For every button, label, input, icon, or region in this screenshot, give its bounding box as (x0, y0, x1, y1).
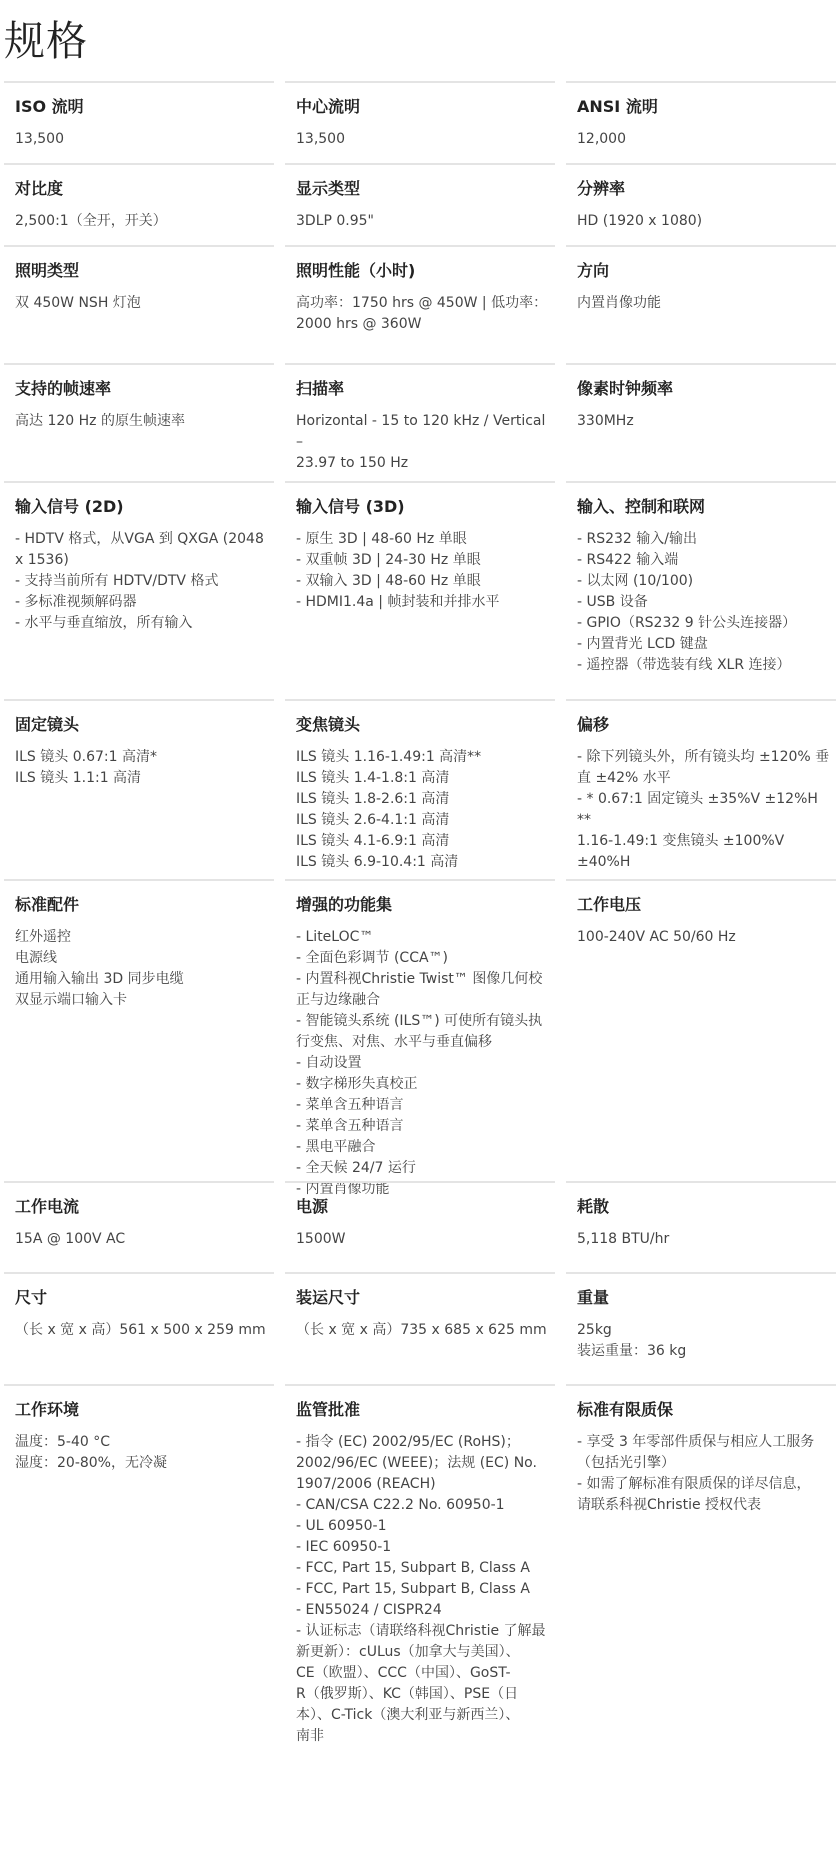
spec-label: 分辨率 (577, 179, 626, 198)
spec-label: 标准有限质保 (577, 1400, 674, 1419)
spec-orientation (566, 245, 836, 363)
spec-row (4, 363, 840, 481)
spec-value: 内置肖像功能 (577, 295, 661, 311)
spec-fixed-lens (4, 699, 274, 879)
spec-value: 5,118 BTU/hr (577, 1231, 670, 1247)
spec-warranty (566, 1384, 836, 1734)
page-title: 规格 (4, 17, 88, 65)
spec-illumination-type (4, 245, 274, 363)
spec-value: 100-240V AC 50/60 Hz (577, 929, 736, 945)
spec-environment (4, 1384, 274, 1734)
spec-weight (566, 1272, 836, 1384)
spec-label: 增强的功能集 (296, 895, 393, 914)
spec-label: 照明类型 (15, 261, 80, 280)
spec-label: 工作电压 (577, 895, 642, 914)
spec-row (4, 1181, 840, 1272)
spec-label: 重量 (577, 1288, 610, 1307)
spec-value: 3DLP 0.95" (296, 213, 374, 229)
spec-label: 固定镜头 (15, 715, 80, 734)
spec-label: 对比度 (15, 179, 64, 198)
spec-value: 1500W (296, 1231, 346, 1247)
spec-value: 13,500 (296, 131, 345, 147)
spec-row (4, 163, 840, 245)
spec-value: - LiteLOC™ - 全面色彩调节 (CCA™) - 内置科视Christie Twist™ 图像几何校 正与边缘融合 - 智能镜头系统 (ILS™) 可使所有镜头执 行变焦、对焦、水平与垂直偏移 - 自动设置 - 数字梯形失真校正 - 菜单含五种语言 - 菜单含五种语言 - 黑电平融合 - 全天候 24/7 运行 - 内置肖像功能 (296, 929, 543, 1197)
spec-value: Horizontal - 15 to 120 kHz / Vertical – 23.97 to 150 Hz (296, 413, 546, 471)
spec-value: - 除下列镜头外，所有镜头均 ±120% 垂 直 ±42% 水平 - * 0.67:1 固定镜头 ±35%V ±12%H ** 1.16-1.49:1 变焦镜头 ±100%V ±40%H (577, 749, 830, 870)
spec-row (4, 699, 840, 879)
spec-value: - RS232 输入/输出 - RS422 输入端 - 以太网 (10/100) - USB 设备 - GPIO（RS232 9 针公头连接器） - 内置背光 LCD 键盘 - 遥控器（带选装有线 XLR 连接） (577, 531, 797, 673)
spec-label: 尺寸 (15, 1288, 48, 1307)
spec-pixel-clock (566, 363, 836, 481)
spec-label: 标准配件 (15, 895, 80, 914)
spec-value: 红外遥控 电源线 通用输入输出 3D 同步电缆 双显示端口输入卡 (15, 929, 184, 1008)
spec-resolution (566, 163, 836, 245)
spec-value: （长 x 宽 x 高）735 x 685 x 625 mm (296, 1322, 547, 1338)
spec-value: - HDTV 格式，从VGA 到 QXGA (2048 x 1536) - 支持当前所有 HDTV/DTV 格式 - 多标准视频解码器 - 水平与垂直缩放，所有输入 (15, 531, 264, 631)
spec-row (4, 245, 840, 363)
spec-value: 13,500 (15, 131, 64, 147)
spec-value: 25kg 装运重量：36 kg (577, 1322, 687, 1359)
spec-current (4, 1181, 274, 1272)
spec-row (4, 81, 840, 163)
spec-row (4, 1272, 840, 1384)
spec-center-lumens (285, 81, 555, 163)
spec-lamp-life (285, 245, 555, 363)
spec-label: 输入信号 (2D) (15, 497, 124, 516)
spec-label: 中心流明 (296, 97, 361, 116)
spec-input-3d (285, 481, 555, 699)
spec-row (4, 879, 840, 1197)
spec-offset (566, 699, 836, 879)
spec-contrast (4, 163, 274, 245)
spec-dimensions (4, 1272, 274, 1384)
spec-value: 15A @ 100V AC (15, 1231, 126, 1247)
spec-label: 装运尺寸 (296, 1288, 361, 1307)
spec-label: 工作环境 (15, 1400, 80, 1419)
spec-value: HD (1920 x 1080) (577, 213, 703, 229)
spec-dissipation (566, 1181, 836, 1272)
spec-value: ILS 镜头 1.16-1.49:1 高清** ILS 镜头 1.4-1.8:1 高清 ILS 镜头 1.8-2.6:1 高清 ILS 镜头 2.6-4.1:1 高清 ILS 镜头 4.1-6.9:1 高清 ILS 镜头 6.9-10.4:1 高清 (296, 749, 482, 870)
spec-voltage (566, 879, 836, 1181)
spec-label: 输入信号 (3D) (296, 497, 405, 516)
spec-label: 工作电流 (15, 1197, 80, 1216)
spec-label: 像素时钟频率 (577, 379, 674, 398)
spec-label: 监管批准 (296, 1400, 361, 1419)
spec-label: 显示类型 (296, 179, 361, 198)
spec-power (285, 1181, 555, 1272)
spec-grid (4, 81, 840, 1744)
spec-row (4, 1384, 840, 1744)
spec-row (4, 481, 840, 699)
spec-value: - 指令 (EC) 2002/95/EC (RoHS)； 2002/96/EC (WEEE)；法规 (EC) No. 1907/2006 (REACH) - CAN/CSA C22.2 No. 60950-1 - UL 60950-1 - IEC 60950-1 - FCC, Part 15, Subpart B, Class A - FCC, Part 15, Subpart B, Class A - EN55024 / CISPR24 - 认证标志（请联络科视Christie 了解最 新更新）：cULus（加拿大与美国）、 CE（欧盟）、CCC（中国）、GoST- R（俄罗斯）、KC（韩国）、PSE（日 本）、C-Tick（澳大利亚与新西兰）、 南非 (296, 1434, 546, 1744)
spec-label: 照明性能（小时) (296, 261, 416, 280)
spec-value: 2,500:1（全开，开关） (15, 213, 167, 229)
spec-iso-lumens (4, 81, 274, 163)
spec-label: ISO 流明 (15, 97, 84, 116)
spec-label: 支持的帧速率 (15, 379, 112, 398)
spec-value: 330MHz (577, 413, 634, 429)
spec-frame-rate (4, 363, 274, 481)
spec-input-2d (4, 481, 274, 699)
spec-label: 扫描率 (296, 379, 345, 398)
spec-label: 耗散 (577, 1197, 610, 1216)
spec-display-type (285, 163, 555, 245)
spec-value: 12,000 (577, 131, 626, 147)
spec-value: 双 450W NSH 灯泡 (15, 295, 141, 311)
spec-value: （长 x 宽 x 高）561 x 500 x 259 mm (15, 1322, 266, 1338)
spec-label: ANSI 流明 (577, 97, 658, 116)
spec-accessories (4, 879, 274, 1181)
spec-value: 高达 120 Hz 的原生帧速率 (15, 413, 185, 429)
spec-label: 方向 (577, 261, 610, 280)
spec-value: 高功率：1750 hrs @ 450W | 低功率： 2000 hrs @ 360W (296, 295, 548, 332)
spec-label: 输入、控制和联网 (577, 497, 706, 516)
spec-scan-rate (285, 363, 555, 481)
spec-value: - 享受 3 年零部件质保与相应人工服务 （包括光引擎） - 如需了解标准有限质保的详尽信息， 请联系科视Christie 授权代表 (577, 1434, 815, 1513)
spec-label: 变焦镜头 (296, 715, 361, 734)
spec-value: - 原生 3D | 48-60 Hz 单眼 - 双重帧 3D | 24-30 Hz 单眼 - 双输入 3D | 48-60 Hz 单眼 - HDMI1.4a | 帧封装和并排水平 (296, 531, 500, 610)
spec-label: 电源 (296, 1197, 329, 1216)
spec-features (285, 879, 555, 1197)
spec-shipping-dimensions (285, 1272, 555, 1384)
spec-regulatory (285, 1384, 555, 1744)
spec-io-control (566, 481, 836, 699)
spec-value: ILS 镜头 0.67:1 高清* ILS 镜头 1.1:1 高清 (15, 749, 157, 786)
spec-zoom-lens (285, 699, 555, 879)
spec-label: 偏移 (577, 715, 610, 734)
spec-ansi-lumens (566, 81, 836, 163)
spec-value: 温度：5-40 °C 湿度：20-80%，无冷凝 (15, 1434, 167, 1471)
